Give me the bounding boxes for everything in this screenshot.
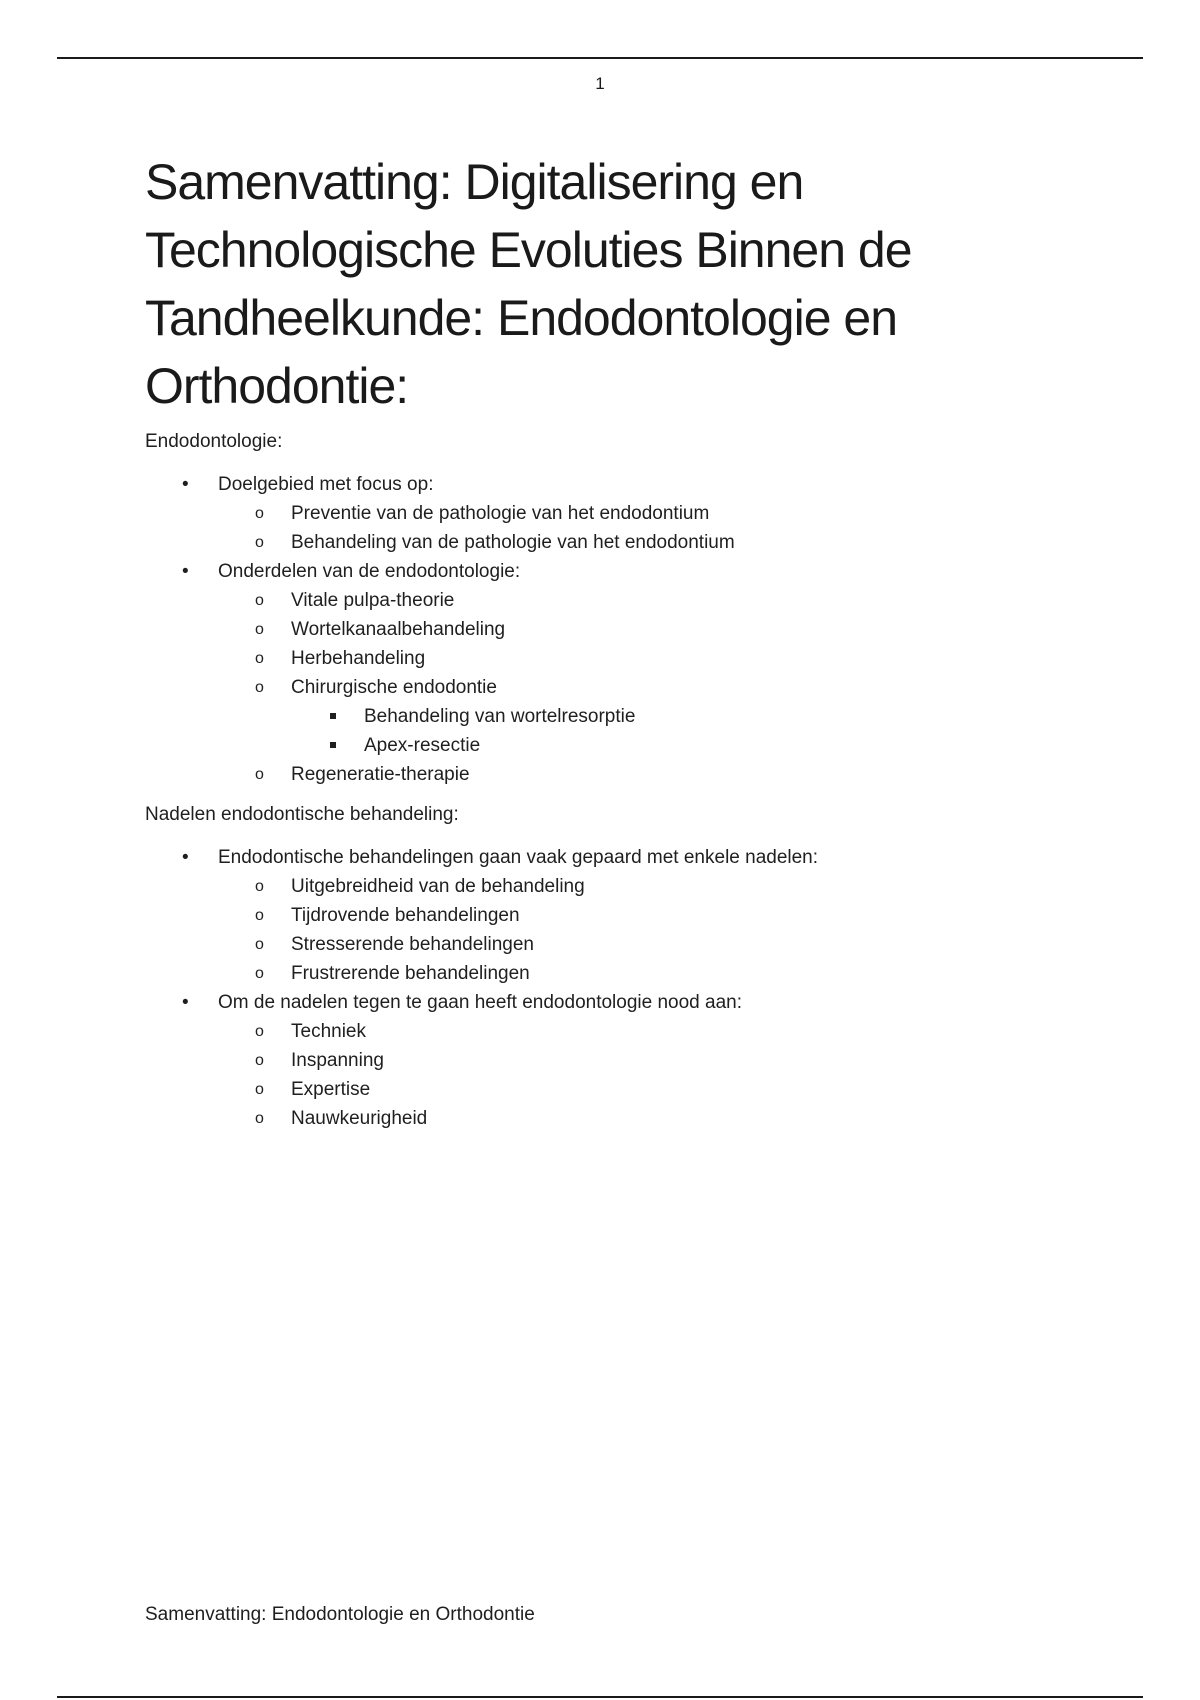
header-rule <box>57 57 1143 59</box>
list-item <box>255 760 1105 789</box>
list-item <box>255 673 1105 760</box>
bullet-list <box>145 843 1105 1133</box>
list-item-label: Onderdelen van de endodontologie: <box>218 561 521 582</box>
bullet-list <box>145 470 1105 789</box>
list-item <box>182 470 1105 557</box>
bullet-icon: • <box>182 847 189 868</box>
circle-bullet-icon: o <box>255 592 264 609</box>
list-item-label: Preventie van de pathologie van het endodontium <box>291 503 710 524</box>
list-item <box>255 499 1105 528</box>
list-item-label: Endodontische behandelingen gaan vaak gepaard met enkele nadelen: <box>218 847 819 868</box>
list-item-label: Nauwkeurigheid <box>291 1108 428 1129</box>
section-heading: Nadelen endodontische behandeling: <box>145 804 459 825</box>
list-item <box>182 988 1105 1133</box>
bullet-icon: • <box>182 992 189 1013</box>
list-item <box>255 901 1105 930</box>
list-item-label: Apex-resectie <box>364 735 481 756</box>
list-item-label: Behandeling van wortelresorptie <box>364 706 636 727</box>
list-item-label: Regeneratie-therapie <box>291 764 470 785</box>
sub-list <box>218 1017 1105 1133</box>
sub-sub-list <box>291 702 1105 760</box>
list-item <box>255 528 1105 557</box>
list-item-label: Inspanning <box>291 1050 384 1071</box>
list-item-label: Expertise <box>291 1079 371 1100</box>
page-footer: Samenvatting: Endodontologie en Orthodontie <box>145 1604 535 1625</box>
page-number: 1 <box>595 74 605 93</box>
circle-bullet-icon: o <box>255 621 264 638</box>
circle-bullet-icon: o <box>255 907 264 924</box>
list-item <box>255 586 1105 615</box>
list-item-label: Techniek <box>291 1021 366 1042</box>
list-item <box>255 615 1105 644</box>
list-item <box>255 1104 1105 1133</box>
footer-rule <box>57 1696 1143 1698</box>
list-item-label: Om de nadelen tegen te gaan heeft endodontologie nood aan: <box>218 992 742 1013</box>
list-item-label: Stresserende behandelingen <box>291 934 534 955</box>
list-item <box>364 702 1105 731</box>
list-item <box>255 644 1105 673</box>
circle-bullet-icon: o <box>255 1110 264 1127</box>
document-body <box>145 148 1105 1133</box>
sub-list <box>218 499 1105 557</box>
section-endodontologie <box>145 430 1105 789</box>
circle-bullet-icon: o <box>255 679 264 696</box>
list-item <box>255 930 1105 959</box>
list-item <box>364 731 1105 760</box>
page-title: Samenvatting: Digitalisering en Technologische Evoluties Binnen de Tandheelkunde: Endodontologie en Orthodontie: <box>145 154 912 414</box>
circle-bullet-icon: o <box>255 936 264 953</box>
circle-bullet-icon: o <box>255 878 264 895</box>
sub-list <box>218 586 1105 789</box>
list-item-label: Vitale pulpa-theorie <box>291 590 455 611</box>
circle-bullet-icon: o <box>255 650 264 667</box>
sub-list <box>218 872 1105 988</box>
circle-bullet-icon: o <box>255 766 264 783</box>
list-item-label: Frustrerende behandelingen <box>291 963 530 984</box>
list-item-label: Uitgebreidheid van de behandeling <box>291 876 585 897</box>
circle-bullet-icon: o <box>255 1081 264 1098</box>
section-heading: Endodontologie: <box>145 431 283 452</box>
section-nadelen <box>145 803 1105 1133</box>
square-bullet-icon <box>330 713 336 719</box>
list-item <box>255 872 1105 901</box>
list-item-label: Herbehandeling <box>291 648 426 669</box>
list-item <box>255 1017 1105 1046</box>
list-item <box>182 843 1105 988</box>
square-bullet-icon <box>330 742 336 748</box>
list-item <box>182 557 1105 789</box>
bullet-icon: • <box>182 474 189 495</box>
list-item-label: Tijdrovende behandelingen <box>291 905 520 926</box>
circle-bullet-icon: o <box>255 1052 264 1069</box>
circle-bullet-icon: o <box>255 1023 264 1040</box>
list-item <box>255 1075 1105 1104</box>
list-item-label: Wortelkanaalbehandeling <box>291 619 506 640</box>
list-item-label: Behandeling van de pathologie van het endodontium <box>291 532 735 553</box>
circle-bullet-icon: o <box>255 534 264 551</box>
list-item-label: Chirurgische endodontie <box>291 677 497 698</box>
list-item <box>255 1046 1105 1075</box>
list-item <box>255 959 1105 988</box>
circle-bullet-icon: o <box>255 505 264 522</box>
list-item-label: Doelgebied met focus op: <box>218 474 434 495</box>
circle-bullet-icon: o <box>255 965 264 982</box>
bullet-icon: • <box>182 561 189 582</box>
